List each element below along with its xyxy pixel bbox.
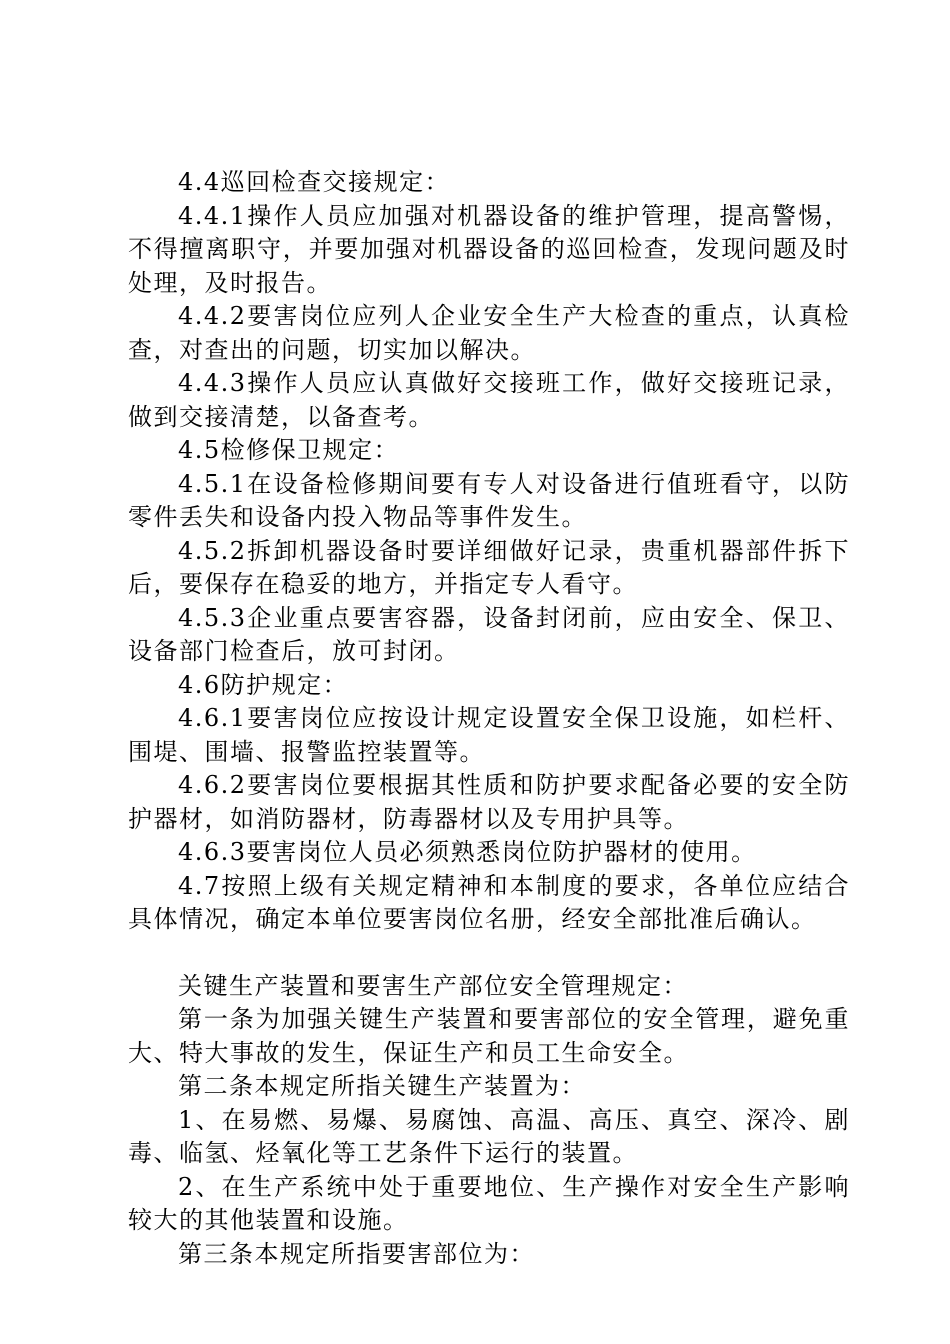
section-heading-4-6: 4.6防护规定： [178, 670, 349, 699]
clause-4-7: 4.7按照上级有关规定精神和本制度的要求，各单位应结合具体情况，确定本单位要害岗位名册，经安全部批准后确认。 [128, 871, 850, 933]
article-3: 第三条本规定所指要害部位为： [178, 1239, 535, 1268]
section-heading-4-5: 4.5检修保卫规定： [178, 436, 400, 464]
article-2: 第二条本规定所指关键生产装置为： [178, 1072, 586, 1100]
regulation-title: 关键生产装置和要害生产部位安全管理规定： [178, 971, 688, 1000]
clause-4-5-2: 4.5.2拆卸机器设备时要详细做好记录，贵重机器部件拆下后，要保存在稳妥的地方，并指定专人看守。 [128, 536, 850, 598]
document-body [128, 166, 850, 1271]
clause-4-4-2: 4.4.2要害岗位应列人企业安全生产大检查的重点，认真检查，对查出的问题，切实加以解决。 [128, 302, 850, 364]
clause-4-4-3: 4.4.3操作人员应认真做好交接班工作，做好交接班记录，做到交接清楚，以备查考。 [128, 369, 850, 431]
clause-4-6-1: 4.6.1要害岗位应按设计规定设置安全保卫设施，如栏杆、围堤、围墙、报警监控装置等。 [128, 704, 850, 766]
clause-4-6-3: 4.6.3要害岗位人员必须熟悉岗位防护器材的使用。 [178, 838, 757, 866]
clause-4-5-1: 4.5.1在设备检修期间要有专人对设备进行值班看守，以防零件丢失和设备内投入物品等事件发生。 [128, 469, 850, 531]
article-2-item-2: 2、在生产系统中处于重要地位、生产操作对安全生产影响较大的其他装置和设施。 [128, 1172, 850, 1234]
clause-4-5-3: 4.5.3企业重点要害容器，设备封闭前，应由安全、保卫、设备部门检查后，放可封闭。 [128, 603, 850, 665]
article-2-item-1: 1、在易燃、易爆、易腐蚀、高温、高压、真空、深冷、剧毒、临氢、烃氧化等工艺条件下运行的装置。 [128, 1105, 850, 1167]
section-heading-4-4: 4.4巡回检查交接规定： [178, 168, 451, 196]
clause-4-4-1: 4.4.1操作人员应加强对机器设备的维护管理，提高警惕，不得擅离职守，并要加强对机器设备的巡回检查，发现问题及时处理，及时报告。 [128, 201, 850, 297]
clause-4-6-2: 4.6.2要害岗位要根据其性质和防护要求配备必要的安全防护器材，如消防器材，防毒器材以及专用护具等。 [128, 771, 850, 833]
article-1: 第一条为加强关键生产装置和要害部位的安全管理，避免重大、特大事故的发生，保证生产和员工生命安全。 [128, 1005, 850, 1067]
